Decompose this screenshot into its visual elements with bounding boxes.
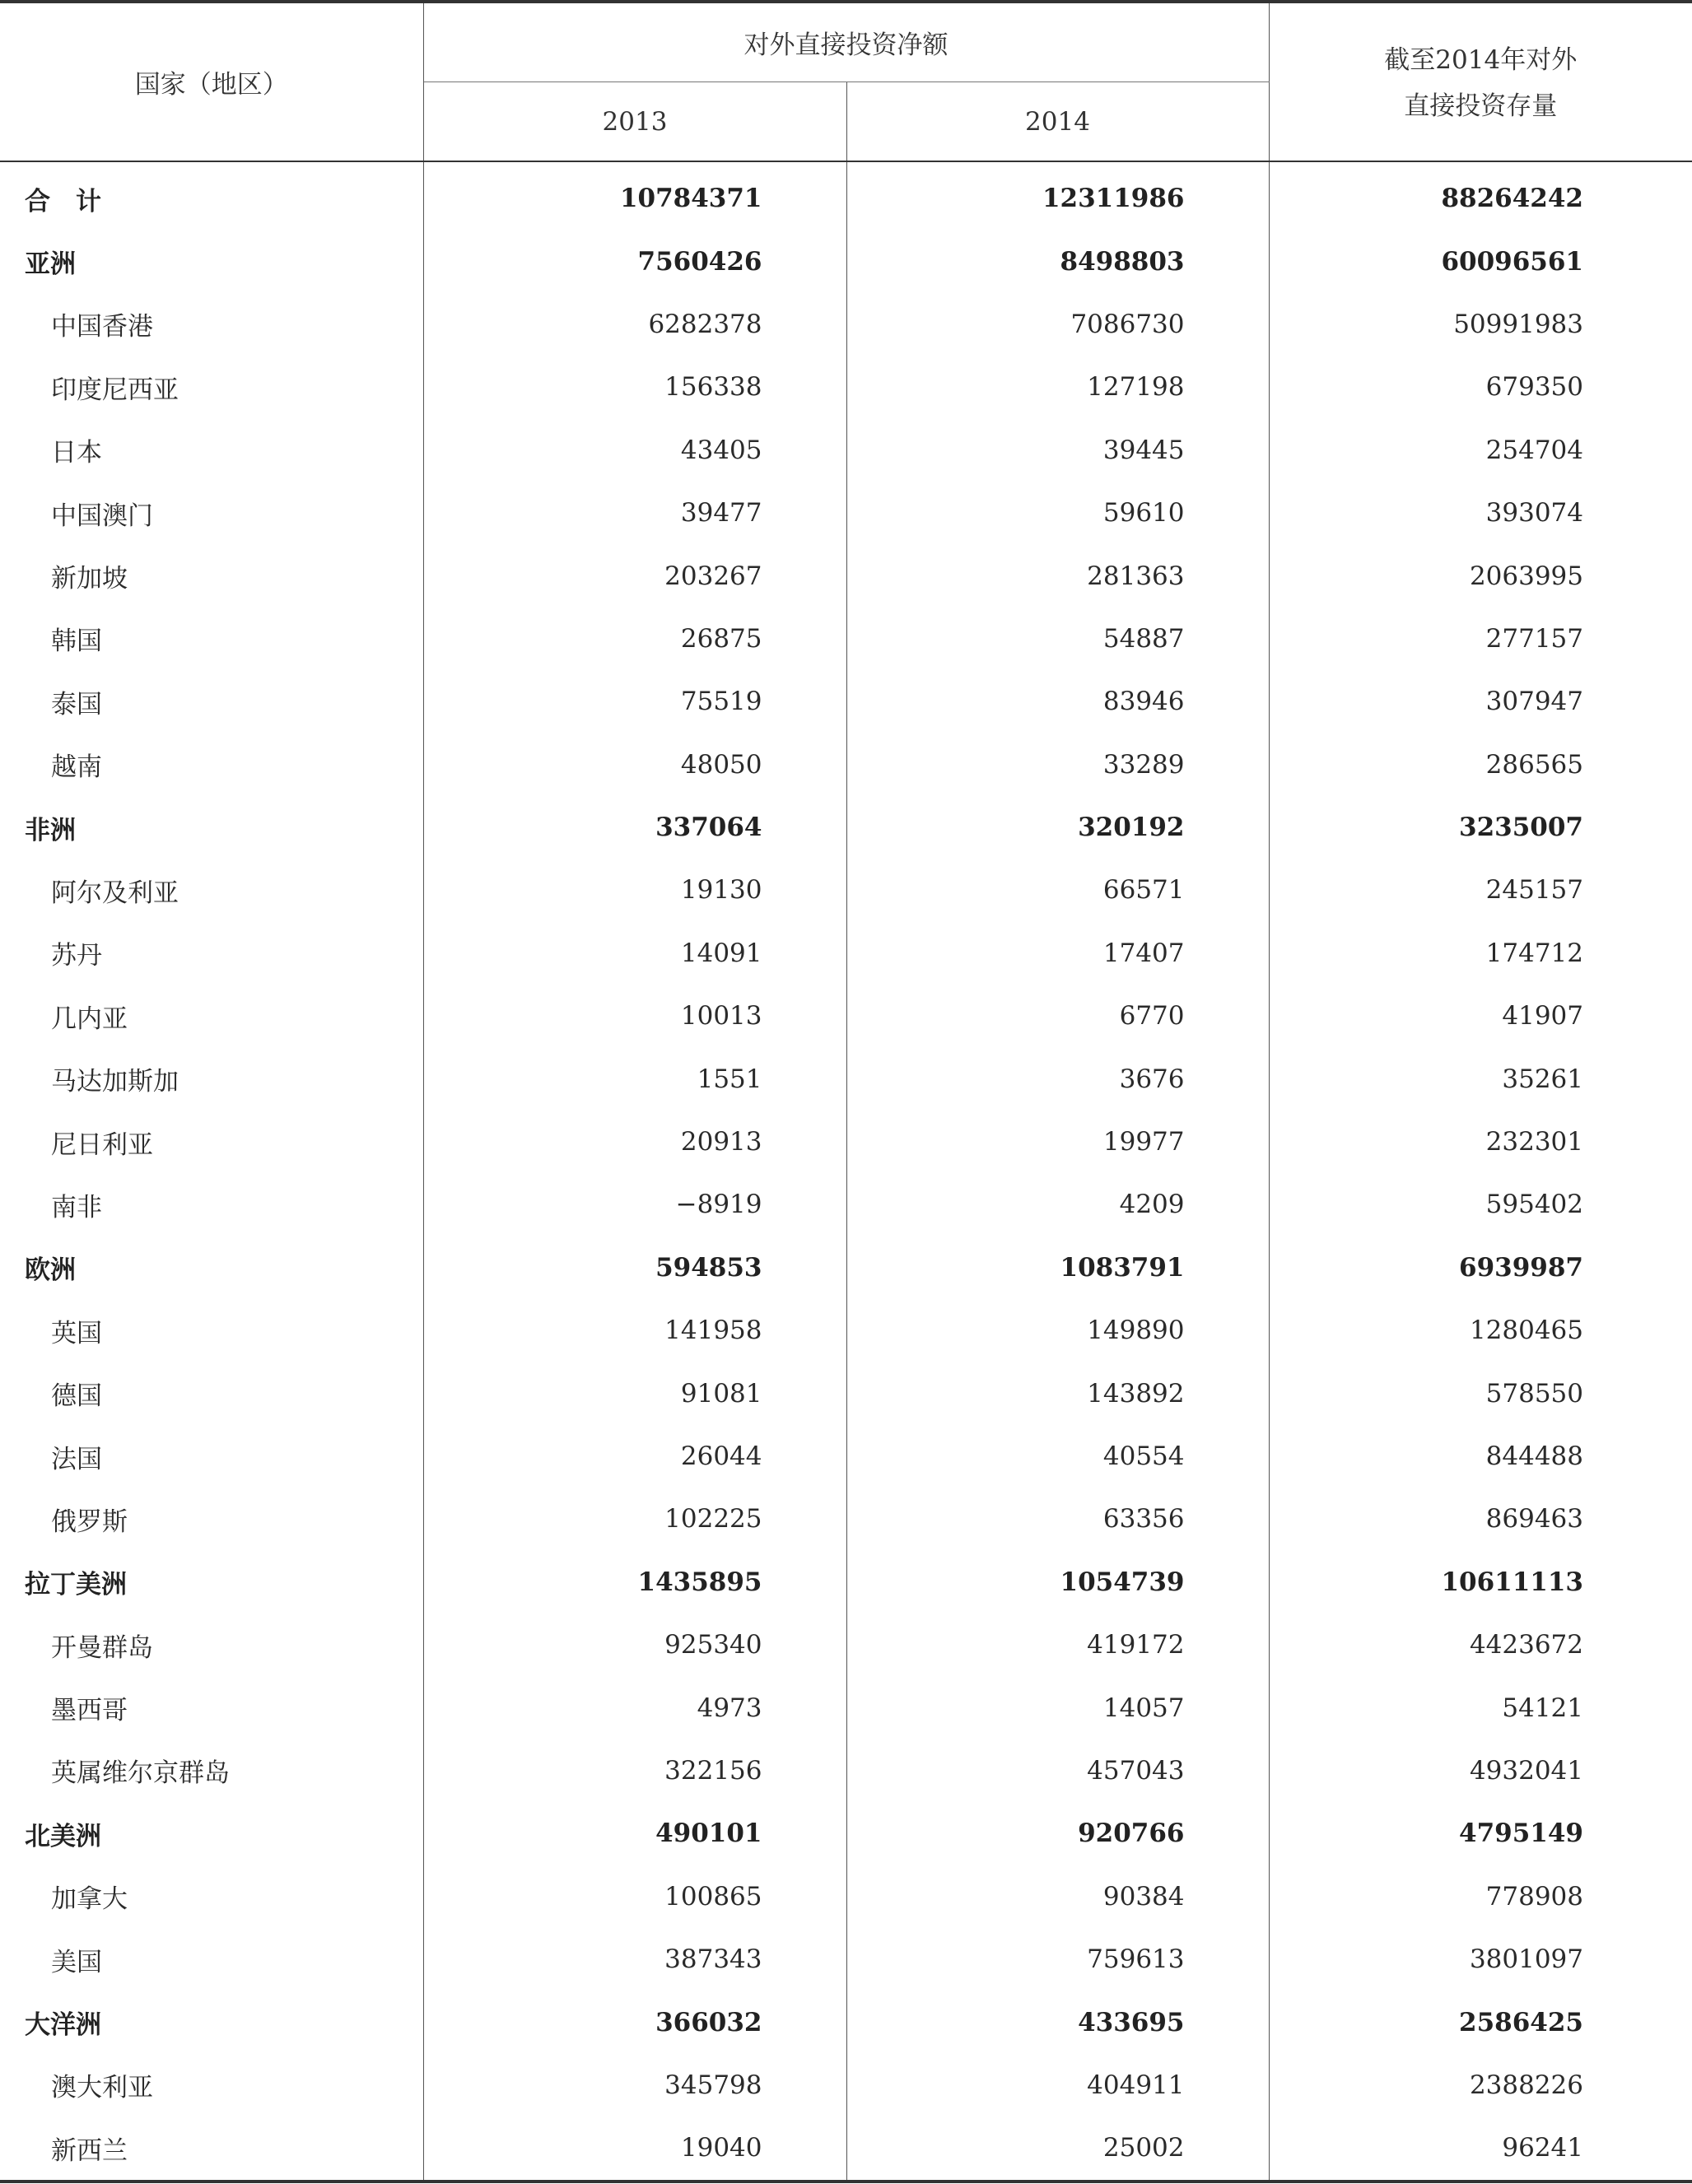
country-name-cell: 印度尼西亚 xyxy=(51,375,179,405)
stock-header-line2: 直接投资存量 xyxy=(1404,91,1558,121)
net-investment-column-header: 对外直接投资净额 xyxy=(423,2,1269,82)
investment-2014-cell: 59610 xyxy=(846,482,1269,544)
country-name-cell: 欧洲 xyxy=(25,1255,76,1286)
country-name-cell: 尼日利亚 xyxy=(51,1129,153,1160)
country-name-cell: 开曼群岛 xyxy=(51,1632,153,1663)
investment-2014-cell: 25002 xyxy=(846,2116,1269,2181)
country-name-cell: 日本 xyxy=(51,438,102,468)
investment-stock-cell: 254704 xyxy=(1269,419,1692,482)
investment-2014-cell: 759613 xyxy=(846,1928,1269,1991)
investment-2014-cell: 39445 xyxy=(846,419,1269,482)
investment-2013-cell: 75519 xyxy=(423,670,846,733)
investment-stock-cell: 232301 xyxy=(1269,1111,1692,1173)
investment-2014-cell: 63356 xyxy=(846,1488,1269,1550)
table-row xyxy=(0,670,1692,733)
investment-stock-cell: 6939987 xyxy=(1269,1236,1692,1299)
region-total-row xyxy=(0,161,1692,230)
investment-2013-cell: 6282378 xyxy=(423,293,846,356)
country-name-cell: 几内亚 xyxy=(51,1004,128,1034)
investment-stock-cell: 393074 xyxy=(1269,482,1692,544)
investment-stock-cell: 2388226 xyxy=(1269,2054,1692,2116)
table-row xyxy=(0,293,1692,356)
table-row xyxy=(0,733,1692,796)
country-name-cell: 墨西哥 xyxy=(51,1696,128,1726)
year-2013-header: 2013 xyxy=(423,82,846,162)
year-2014-header: 2014 xyxy=(846,82,1269,162)
country-name-cell: 泰国 xyxy=(51,689,102,719)
country-name-cell: 非洲 xyxy=(25,815,76,845)
investment-2014-cell: 920766 xyxy=(846,1802,1269,1865)
investment-2013-cell: 43405 xyxy=(423,419,846,482)
table-row xyxy=(0,1614,1692,1676)
table-row xyxy=(0,544,1692,607)
table-row xyxy=(0,859,1692,921)
investment-stock-column-header xyxy=(1269,2,1692,161)
investment-2013-cell: 1435895 xyxy=(423,1551,846,1614)
country-name-cell: 南非 xyxy=(51,1192,102,1222)
investment-2013-cell: 387343 xyxy=(423,1928,846,1991)
investment-stock-cell: 245157 xyxy=(1269,859,1692,921)
investment-2014-cell: 1083791 xyxy=(846,1236,1269,1299)
investment-2013-cell: −8919 xyxy=(423,1173,846,1236)
investment-stock-cell: 41907 xyxy=(1269,985,1692,1047)
investment-stock-cell: 595402 xyxy=(1269,1173,1692,1236)
investment-2014-cell: 7086730 xyxy=(846,293,1269,356)
table-row xyxy=(0,1425,1692,1488)
investment-stock-cell: 3235007 xyxy=(1269,796,1692,859)
investment-2013-cell: 203267 xyxy=(423,544,846,607)
investment-stock-cell: 4795149 xyxy=(1269,1802,1692,1865)
investment-stock-cell: 778908 xyxy=(1269,1865,1692,1928)
investment-stock-cell: 3801097 xyxy=(1269,1928,1692,1991)
investment-2014-cell: 17407 xyxy=(846,922,1269,985)
country-name-cell: 新加坡 xyxy=(51,564,128,594)
investment-stock-cell: 4932041 xyxy=(1269,1739,1692,1802)
stock-header-line1: 截至2014年对外 xyxy=(1384,45,1578,75)
investment-2014-cell: 419172 xyxy=(846,1614,1269,1676)
investment-stock-cell: 277157 xyxy=(1269,608,1692,670)
investment-2013-cell: 91081 xyxy=(423,1362,846,1424)
table-row xyxy=(0,608,1692,670)
investment-2013-cell: 102225 xyxy=(423,1488,846,1550)
table-row xyxy=(0,1362,1692,1424)
investment-2014-cell: 83946 xyxy=(846,670,1269,733)
investment-stock-cell: 578550 xyxy=(1269,1362,1692,1424)
country-name-cell: 俄罗斯 xyxy=(51,1506,128,1537)
investment-2013-cell: 141958 xyxy=(423,1299,846,1362)
table-row xyxy=(0,1299,1692,1362)
investment-2014-cell: 143892 xyxy=(846,1362,1269,1424)
region-total-row xyxy=(0,1991,1692,2053)
investment-2013-cell: 14091 xyxy=(423,922,846,985)
investment-2013-cell: 322156 xyxy=(423,1739,846,1802)
table-row xyxy=(0,1865,1692,1928)
investment-stock-cell: 2586425 xyxy=(1269,1991,1692,2053)
investment-2014-cell: 33289 xyxy=(846,733,1269,796)
region-total-row xyxy=(0,1802,1692,1865)
country-name-cell: 亚洲 xyxy=(25,249,76,280)
investment-2014-cell: 320192 xyxy=(846,796,1269,859)
table-row xyxy=(0,356,1692,418)
investment-stock-cell: 679350 xyxy=(1269,356,1692,418)
investment-stock-cell: 844488 xyxy=(1269,1425,1692,1488)
investment-stock-cell: 50991983 xyxy=(1269,293,1692,356)
table-row xyxy=(0,1111,1692,1173)
investment-stock-cell: 2063995 xyxy=(1269,544,1692,607)
table-row xyxy=(0,419,1692,482)
investment-2013-cell: 10013 xyxy=(423,985,846,1047)
table-row xyxy=(0,482,1692,544)
investment-2013-cell: 26875 xyxy=(423,608,846,670)
investment-2013-cell: 39477 xyxy=(423,482,846,544)
investment-2013-cell: 10784371 xyxy=(423,161,846,230)
investment-2013-cell: 19130 xyxy=(423,859,846,921)
investment-2014-cell: 54887 xyxy=(846,608,1269,670)
investment-stock-cell: 35261 xyxy=(1269,1047,1692,1110)
investment-2014-cell: 1054739 xyxy=(846,1551,1269,1614)
investment-2014-cell: 457043 xyxy=(846,1739,1269,1802)
country-name-cell: 大洋洲 xyxy=(25,2010,101,2041)
investment-2013-cell: 20913 xyxy=(423,1111,846,1173)
investment-2013-cell: 490101 xyxy=(423,1802,846,1865)
table-row xyxy=(0,2116,1692,2181)
investment-2014-cell: 66571 xyxy=(846,859,1269,921)
table-row xyxy=(0,1928,1692,1991)
country-name-cell: 英属维尔京群岛 xyxy=(51,1758,230,1789)
country-name-cell: 中国香港 xyxy=(51,312,153,342)
investment-2013-cell: 925340 xyxy=(423,1614,846,1676)
table-row xyxy=(0,1047,1692,1110)
investment-2014-cell: 12311986 xyxy=(846,161,1269,230)
investment-stock-cell: 869463 xyxy=(1269,1488,1692,1550)
country-name-cell: 新西兰 xyxy=(0,2116,423,2181)
country-name-cell: 中国澳门 xyxy=(51,501,153,531)
country-name-cell: 英国 xyxy=(51,1318,102,1348)
country-name-cell: 加拿大 xyxy=(51,1884,128,1915)
investment-2014-cell: 4209 xyxy=(846,1173,1269,1236)
investment-2013-cell: 19040 xyxy=(423,2116,846,2181)
investment-stock-cell: 4423672 xyxy=(1269,1614,1692,1676)
table-row xyxy=(0,2054,1692,2116)
investment-2014-cell: 404911 xyxy=(846,2054,1269,2116)
investment-2014-cell: 433695 xyxy=(846,1991,1269,2053)
country-name-cell: 德国 xyxy=(51,1381,102,1412)
country-name-cell: 韩国 xyxy=(51,626,102,657)
country-name-cell: 法国 xyxy=(51,1444,102,1474)
investment-2014-cell: 90384 xyxy=(846,1865,1269,1928)
investment-2014-cell: 8498803 xyxy=(846,230,1269,292)
region-total-row xyxy=(0,796,1692,859)
country-name-cell: 越南 xyxy=(51,752,102,783)
investment-2013-cell: 100865 xyxy=(423,1865,846,1928)
table-row xyxy=(0,1488,1692,1550)
country-name-cell: 澳大利亚 xyxy=(51,2073,153,2103)
investment-2013-cell: 337064 xyxy=(423,796,846,859)
investment-2014-cell: 127198 xyxy=(846,356,1269,418)
investment-2014-cell: 3676 xyxy=(846,1047,1269,1110)
country-name-cell: 阿尔及利亚 xyxy=(51,878,179,908)
investment-2014-cell: 19977 xyxy=(846,1111,1269,1173)
investment-2013-cell: 1551 xyxy=(423,1047,846,1110)
investment-2013-cell: 594853 xyxy=(423,1236,846,1299)
country-name-cell: 美国 xyxy=(51,1947,102,1977)
table-row xyxy=(0,1739,1692,1802)
country-name-cell: 拉丁美洲 xyxy=(25,1570,127,1600)
country-name-cell: 苏丹 xyxy=(51,941,102,971)
investment-2013-cell: 7560426 xyxy=(423,230,846,292)
region-total-row xyxy=(0,1236,1692,1299)
table-header xyxy=(0,2,1692,161)
investment-2014-cell: 14057 xyxy=(846,1676,1269,1739)
investment-2014-cell: 40554 xyxy=(846,1425,1269,1488)
investment-stock-cell: 54121 xyxy=(1269,1676,1692,1739)
investment-2014-cell: 281363 xyxy=(846,544,1269,607)
country-name-cell: 北美洲 xyxy=(25,1821,101,1851)
region-total-row xyxy=(0,230,1692,292)
investment-stock-cell: 88264242 xyxy=(1269,161,1692,230)
investment-stock-cell: 286565 xyxy=(1269,733,1692,796)
investment-2013-cell: 156338 xyxy=(423,356,846,418)
investment-2014-cell: 6770 xyxy=(846,985,1269,1047)
table-body xyxy=(0,161,1692,2182)
table-row xyxy=(0,1173,1692,1236)
investment-stock-cell: 174712 xyxy=(1269,922,1692,985)
investment-stock-cell: 1280465 xyxy=(1269,1299,1692,1362)
investment-2014-cell: 149890 xyxy=(846,1299,1269,1362)
investment-2013-cell: 4973 xyxy=(423,1676,846,1739)
region-total-row xyxy=(0,1551,1692,1614)
country-name-cell: 马达加斯加 xyxy=(51,1067,179,1097)
investment-2013-cell: 48050 xyxy=(423,733,846,796)
table-row xyxy=(0,985,1692,1047)
country-column-header: 国家（地区） xyxy=(0,2,423,161)
investment-stock-cell: 96241 xyxy=(1269,2116,1692,2181)
investment-2013-cell: 366032 xyxy=(423,1991,846,2053)
investment-stock-cell: 60096561 xyxy=(1269,230,1692,292)
investment-stock-cell: 10611113 xyxy=(1269,1551,1692,1614)
investment-2013-cell: 26044 xyxy=(423,1425,846,1488)
table-row xyxy=(0,922,1692,985)
country-name-cell: 合 计 xyxy=(25,186,101,217)
investment-stock-cell: 307947 xyxy=(1269,670,1692,733)
investment-2013-cell: 345798 xyxy=(423,2054,846,2116)
table-row xyxy=(0,1676,1692,1739)
